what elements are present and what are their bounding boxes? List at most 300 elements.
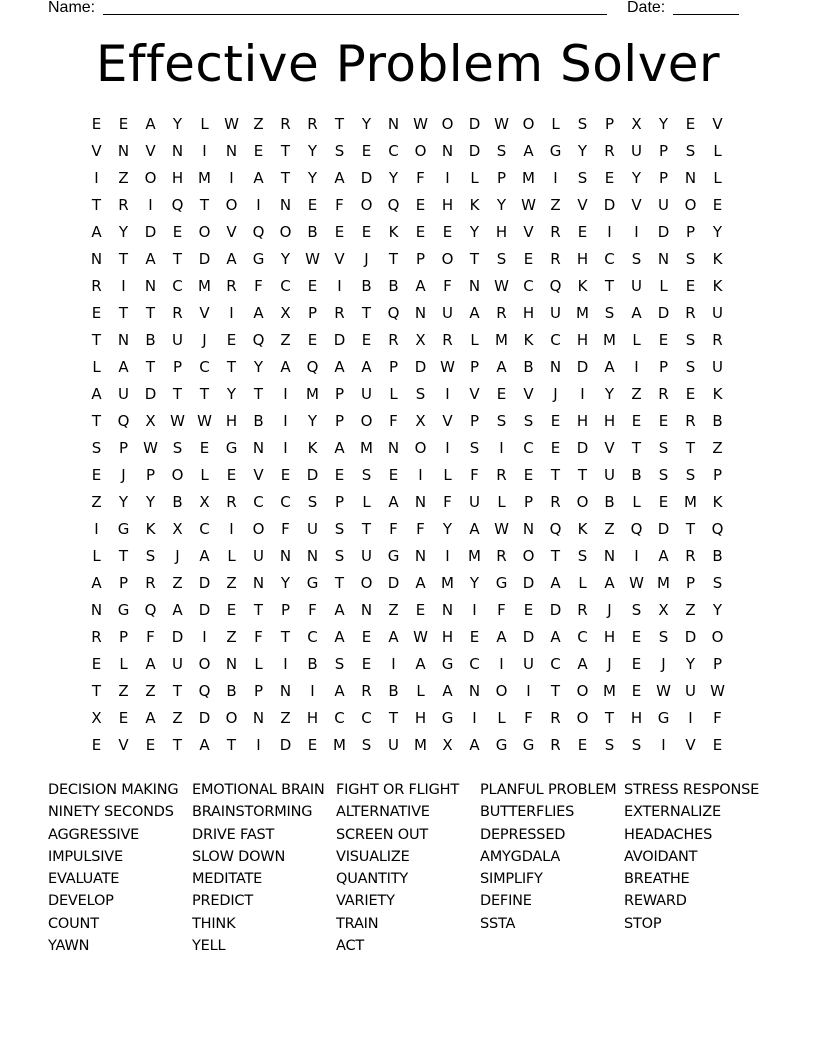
- grid-cell[interactable]: Z: [118, 682, 129, 700]
- grid-cell[interactable]: S: [577, 547, 588, 565]
- grid-cell[interactable]: T: [280, 628, 291, 646]
- grid-cell[interactable]: Q: [711, 520, 724, 538]
- grid-cell[interactable]: R: [550, 736, 561, 754]
- grid-cell[interactable]: M: [657, 574, 670, 592]
- grid-cell[interactable]: D: [171, 628, 184, 646]
- grid-cell[interactable]: O: [495, 682, 508, 700]
- grid-cell[interactable]: Z: [604, 520, 615, 538]
- grid-cell[interactable]: O: [279, 223, 292, 241]
- grid-cell[interactable]: H: [603, 628, 616, 646]
- grid-cell[interactable]: B: [388, 277, 399, 295]
- grid-cell[interactable]: K: [469, 196, 480, 214]
- grid-cell[interactable]: Q: [630, 520, 643, 538]
- grid-cell[interactable]: S: [361, 466, 372, 484]
- grid-cell[interactable]: G: [441, 709, 454, 727]
- grid-cell[interactable]: Z: [172, 574, 183, 592]
- grid-cell[interactable]: P: [145, 466, 156, 484]
- grid-cell[interactable]: I: [148, 196, 153, 214]
- grid-cell[interactable]: C: [550, 331, 561, 349]
- grid-cell[interactable]: H: [495, 223, 508, 241]
- grid-cell[interactable]: P: [523, 493, 534, 511]
- grid-cell[interactable]: B: [307, 223, 318, 241]
- grid-cell[interactable]: W: [710, 682, 725, 700]
- grid-cell[interactable]: A: [604, 574, 615, 592]
- grid-cell[interactable]: N: [225, 655, 238, 673]
- grid-cell[interactable]: V: [523, 223, 534, 241]
- grid-cell[interactable]: O: [171, 466, 184, 484]
- grid-cell[interactable]: E: [685, 115, 696, 133]
- grid-cell[interactable]: E: [712, 736, 723, 754]
- grid-cell[interactable]: I: [229, 304, 234, 322]
- grid-cell[interactable]: W: [224, 115, 239, 133]
- grid-cell[interactable]: J: [364, 250, 369, 268]
- grid-cell[interactable]: Q: [252, 331, 265, 349]
- grid-cell[interactable]: E: [658, 493, 669, 511]
- grid-cell[interactable]: M: [576, 304, 589, 322]
- grid-cell[interactable]: B: [712, 412, 723, 430]
- grid-cell[interactable]: T: [334, 115, 345, 133]
- grid-cell[interactable]: O: [198, 223, 211, 241]
- grid-cell[interactable]: T: [685, 439, 696, 457]
- grid-cell[interactable]: I: [256, 196, 261, 214]
- grid-cell[interactable]: I: [607, 223, 612, 241]
- grid-cell[interactable]: P: [658, 358, 669, 376]
- grid-cell[interactable]: C: [469, 655, 480, 673]
- grid-cell[interactable]: R: [388, 331, 399, 349]
- grid-cell[interactable]: U: [604, 466, 615, 484]
- grid-cell[interactable]: B: [253, 412, 264, 430]
- grid-cell[interactable]: W: [494, 520, 509, 538]
- grid-cell[interactable]: E: [577, 736, 588, 754]
- grid-cell[interactable]: U: [442, 304, 453, 322]
- grid-cell[interactable]: A: [334, 682, 345, 700]
- grid-cell[interactable]: N: [144, 277, 157, 295]
- grid-cell[interactable]: B: [172, 493, 183, 511]
- grid-cell[interactable]: O: [144, 169, 157, 187]
- grid-cell[interactable]: D: [657, 304, 670, 322]
- grid-cell[interactable]: D: [333, 331, 346, 349]
- grid-cell[interactable]: P: [334, 412, 345, 430]
- grid-cell[interactable]: E: [469, 628, 480, 646]
- grid-cell[interactable]: S: [334, 520, 345, 538]
- grid-cell[interactable]: M: [441, 574, 454, 592]
- grid-cell[interactable]: I: [526, 682, 531, 700]
- grid-cell[interactable]: L: [92, 547, 101, 565]
- grid-cell[interactable]: A: [550, 574, 561, 592]
- grid-cell[interactable]: A: [523, 142, 534, 160]
- grid-cell[interactable]: Z: [280, 331, 291, 349]
- grid-cell[interactable]: P: [280, 601, 291, 619]
- grid-cell[interactable]: K: [712, 385, 723, 403]
- grid-cell[interactable]: I: [202, 628, 207, 646]
- grid-cell[interactable]: O: [360, 574, 373, 592]
- grid-cell[interactable]: L: [659, 277, 668, 295]
- grid-cell[interactable]: N: [549, 358, 562, 376]
- grid-cell[interactable]: C: [388, 142, 399, 160]
- grid-cell[interactable]: T: [577, 466, 588, 484]
- grid-cell[interactable]: Q: [144, 601, 157, 619]
- grid-cell[interactable]: W: [305, 250, 320, 268]
- grid-cell[interactable]: Y: [280, 250, 291, 268]
- grid-cell[interactable]: P: [334, 493, 345, 511]
- grid-cell[interactable]: O: [252, 520, 265, 538]
- grid-cell[interactable]: U: [712, 358, 723, 376]
- grid-cell[interactable]: A: [361, 358, 372, 376]
- grid-cell[interactable]: V: [712, 115, 723, 133]
- grid-cell[interactable]: R: [550, 709, 561, 727]
- grid-cell[interactable]: U: [172, 331, 183, 349]
- grid-cell[interactable]: R: [550, 250, 561, 268]
- grid-cell[interactable]: C: [523, 439, 534, 457]
- grid-cell[interactable]: Z: [280, 709, 291, 727]
- grid-cell[interactable]: N: [603, 547, 616, 565]
- grid-cell[interactable]: T: [91, 682, 102, 700]
- grid-cell[interactable]: T: [145, 304, 156, 322]
- grid-cell[interactable]: P: [172, 358, 183, 376]
- grid-cell[interactable]: L: [200, 466, 209, 484]
- grid-cell[interactable]: T: [172, 385, 183, 403]
- grid-cell[interactable]: P: [469, 358, 480, 376]
- grid-cell[interactable]: L: [578, 574, 587, 592]
- grid-cell[interactable]: V: [523, 385, 534, 403]
- grid-cell[interactable]: E: [631, 628, 642, 646]
- grid-cell[interactable]: I: [418, 466, 423, 484]
- grid-cell[interactable]: N: [252, 709, 265, 727]
- grid-cell[interactable]: Y: [280, 574, 291, 592]
- grid-cell[interactable]: E: [307, 331, 318, 349]
- date-field-line[interactable]: [673, 14, 739, 15]
- grid-cell[interactable]: Y: [307, 412, 318, 430]
- grid-cell[interactable]: B: [604, 493, 615, 511]
- grid-cell[interactable]: E: [577, 223, 588, 241]
- grid-cell[interactable]: J: [607, 655, 612, 673]
- grid-cell[interactable]: T: [550, 682, 561, 700]
- grid-cell[interactable]: V: [199, 304, 210, 322]
- grid-cell[interactable]: I: [229, 520, 234, 538]
- grid-cell[interactable]: A: [334, 358, 345, 376]
- grid-cell[interactable]: B: [712, 547, 723, 565]
- grid-cell[interactable]: Y: [469, 223, 480, 241]
- grid-cell[interactable]: S: [685, 466, 696, 484]
- grid-cell[interactable]: E: [712, 196, 723, 214]
- grid-cell[interactable]: E: [118, 709, 129, 727]
- grid-cell[interactable]: F: [713, 709, 722, 727]
- grid-cell[interactable]: L: [497, 709, 506, 727]
- grid-cell[interactable]: E: [226, 331, 237, 349]
- grid-cell[interactable]: I: [229, 169, 234, 187]
- grid-cell[interactable]: P: [253, 682, 264, 700]
- grid-cell[interactable]: X: [415, 412, 426, 430]
- grid-cell[interactable]: U: [631, 142, 642, 160]
- grid-cell[interactable]: S: [685, 142, 696, 160]
- grid-cell[interactable]: B: [226, 682, 237, 700]
- grid-cell[interactable]: X: [442, 736, 453, 754]
- grid-cell[interactable]: R: [550, 223, 561, 241]
- grid-cell[interactable]: N: [522, 520, 535, 538]
- grid-cell[interactable]: P: [118, 628, 129, 646]
- grid-cell[interactable]: G: [252, 250, 265, 268]
- grid-cell[interactable]: G: [657, 709, 670, 727]
- grid-cell[interactable]: N: [279, 547, 292, 565]
- grid-cell[interactable]: A: [415, 277, 426, 295]
- grid-cell[interactable]: E: [415, 223, 426, 241]
- grid-cell[interactable]: Z: [172, 709, 183, 727]
- grid-cell[interactable]: I: [256, 736, 261, 754]
- grid-cell[interactable]: I: [472, 601, 477, 619]
- grid-cell[interactable]: R: [658, 385, 669, 403]
- grid-cell[interactable]: H: [441, 196, 454, 214]
- grid-cell[interactable]: P: [604, 115, 615, 133]
- grid-cell[interactable]: T: [172, 682, 183, 700]
- grid-cell[interactable]: P: [712, 466, 723, 484]
- grid-cell[interactable]: L: [470, 169, 479, 187]
- grid-cell[interactable]: C: [280, 493, 291, 511]
- grid-cell[interactable]: K: [523, 331, 534, 349]
- grid-cell[interactable]: F: [389, 412, 398, 430]
- grid-cell[interactable]: G: [495, 736, 508, 754]
- grid-cell[interactable]: U: [712, 304, 723, 322]
- grid-cell[interactable]: L: [119, 655, 128, 673]
- grid-cell[interactable]: O: [522, 547, 535, 565]
- grid-cell[interactable]: E: [550, 439, 561, 457]
- grid-cell[interactable]: E: [361, 655, 372, 673]
- grid-cell[interactable]: G: [117, 520, 130, 538]
- grid-cell[interactable]: P: [496, 169, 507, 187]
- grid-cell[interactable]: Z: [685, 601, 696, 619]
- grid-cell[interactable]: E: [685, 277, 696, 295]
- grid-cell[interactable]: O: [576, 493, 589, 511]
- grid-cell[interactable]: T: [334, 574, 345, 592]
- grid-cell[interactable]: M: [306, 385, 319, 403]
- grid-cell[interactable]: A: [145, 115, 156, 133]
- grid-cell[interactable]: I: [283, 655, 288, 673]
- grid-cell[interactable]: S: [631, 250, 642, 268]
- grid-cell[interactable]: T: [361, 520, 372, 538]
- grid-cell[interactable]: I: [472, 709, 477, 727]
- grid-cell[interactable]: C: [199, 358, 210, 376]
- grid-cell[interactable]: Y: [361, 115, 372, 133]
- grid-cell[interactable]: M: [333, 736, 346, 754]
- grid-cell[interactable]: I: [580, 385, 585, 403]
- grid-cell[interactable]: C: [523, 277, 534, 295]
- grid-cell[interactable]: O: [522, 115, 535, 133]
- grid-cell[interactable]: A: [118, 358, 129, 376]
- grid-cell[interactable]: Y: [118, 223, 129, 241]
- grid-cell[interactable]: A: [91, 574, 102, 592]
- grid-cell[interactable]: N: [171, 142, 184, 160]
- grid-cell[interactable]: X: [145, 412, 156, 430]
- grid-cell[interactable]: E: [307, 736, 318, 754]
- grid-cell[interactable]: D: [576, 358, 589, 376]
- grid-cell[interactable]: O: [684, 196, 697, 214]
- grid-cell[interactable]: K: [712, 493, 723, 511]
- grid-cell[interactable]: I: [688, 709, 693, 727]
- grid-cell[interactable]: T: [172, 250, 183, 268]
- grid-cell[interactable]: I: [391, 655, 396, 673]
- grid-cell[interactable]: N: [414, 493, 427, 511]
- grid-cell[interactable]: E: [226, 601, 237, 619]
- grid-cell[interactable]: R: [442, 331, 453, 349]
- grid-cell[interactable]: U: [658, 196, 669, 214]
- grid-cell[interactable]: E: [91, 466, 102, 484]
- grid-cell[interactable]: V: [118, 736, 129, 754]
- grid-cell[interactable]: E: [685, 385, 696, 403]
- grid-cell[interactable]: J: [661, 655, 666, 673]
- grid-cell[interactable]: D: [522, 628, 535, 646]
- grid-cell[interactable]: M: [603, 682, 616, 700]
- grid-cell[interactable]: I: [283, 385, 288, 403]
- grid-cell[interactable]: D: [549, 601, 562, 619]
- grid-cell[interactable]: U: [685, 682, 696, 700]
- grid-cell[interactable]: E: [415, 601, 426, 619]
- grid-cell[interactable]: S: [685, 250, 696, 268]
- grid-cell[interactable]: S: [469, 439, 480, 457]
- grid-cell[interactable]: I: [283, 412, 288, 430]
- grid-cell[interactable]: R: [712, 331, 723, 349]
- grid-cell[interactable]: L: [551, 115, 560, 133]
- grid-cell[interactable]: R: [226, 277, 237, 295]
- grid-cell[interactable]: S: [334, 655, 345, 673]
- grid-cell[interactable]: Z: [145, 682, 156, 700]
- grid-cell[interactable]: A: [658, 547, 669, 565]
- grid-cell[interactable]: H: [576, 331, 589, 349]
- grid-cell[interactable]: Q: [252, 223, 265, 241]
- grid-cell[interactable]: T: [118, 304, 129, 322]
- grid-cell[interactable]: Z: [91, 493, 102, 511]
- grid-cell[interactable]: R: [496, 547, 507, 565]
- grid-cell[interactable]: S: [604, 736, 615, 754]
- grid-cell[interactable]: E: [361, 628, 372, 646]
- grid-cell[interactable]: U: [388, 736, 399, 754]
- grid-cell[interactable]: M: [360, 439, 373, 457]
- grid-cell[interactable]: Y: [307, 169, 318, 187]
- grid-cell[interactable]: T: [550, 466, 561, 484]
- grid-cell[interactable]: O: [198, 655, 211, 673]
- grid-cell[interactable]: T: [91, 196, 102, 214]
- grid-cell[interactable]: O: [441, 250, 454, 268]
- grid-cell[interactable]: Y: [631, 169, 642, 187]
- grid-cell[interactable]: P: [118, 574, 129, 592]
- grid-cell[interactable]: N: [657, 250, 670, 268]
- grid-cell[interactable]: E: [307, 277, 318, 295]
- grid-cell[interactable]: R: [685, 547, 696, 565]
- grid-cell[interactable]: R: [226, 493, 237, 511]
- grid-cell[interactable]: A: [469, 736, 480, 754]
- grid-cell[interactable]: Z: [226, 574, 237, 592]
- grid-cell[interactable]: B: [523, 358, 534, 376]
- grid-cell[interactable]: E: [91, 736, 102, 754]
- grid-cell[interactable]: R: [172, 304, 183, 322]
- grid-cell[interactable]: T: [361, 304, 372, 322]
- grid-cell[interactable]: M: [495, 331, 508, 349]
- grid-cell[interactable]: H: [603, 412, 616, 430]
- grid-cell[interactable]: N: [414, 547, 427, 565]
- grid-cell[interactable]: N: [252, 574, 265, 592]
- grid-cell[interactable]: O: [360, 412, 373, 430]
- grid-cell[interactable]: C: [550, 655, 561, 673]
- grid-cell[interactable]: I: [445, 547, 450, 565]
- grid-cell[interactable]: E: [91, 304, 102, 322]
- grid-cell[interactable]: F: [281, 520, 290, 538]
- grid-cell[interactable]: R: [361, 682, 372, 700]
- grid-cell[interactable]: S: [334, 547, 345, 565]
- grid-cell[interactable]: N: [468, 682, 481, 700]
- grid-cell[interactable]: I: [94, 169, 99, 187]
- grid-cell[interactable]: D: [144, 385, 157, 403]
- grid-cell[interactable]: T: [685, 520, 696, 538]
- grid-cell[interactable]: D: [198, 601, 211, 619]
- grid-cell[interactable]: E: [226, 466, 237, 484]
- grid-cell[interactable]: I: [121, 277, 126, 295]
- grid-cell[interactable]: L: [362, 493, 371, 511]
- grid-cell[interactable]: O: [441, 115, 454, 133]
- grid-cell[interactable]: K: [712, 250, 723, 268]
- grid-cell[interactable]: I: [634, 358, 639, 376]
- grid-cell[interactable]: H: [225, 412, 238, 430]
- grid-cell[interactable]: I: [445, 169, 450, 187]
- grid-cell[interactable]: L: [92, 358, 101, 376]
- grid-cell[interactable]: L: [713, 142, 722, 160]
- grid-cell[interactable]: Z: [550, 196, 561, 214]
- grid-cell[interactable]: S: [712, 574, 723, 592]
- grid-cell[interactable]: T: [91, 331, 102, 349]
- grid-cell[interactable]: N: [468, 277, 481, 295]
- grid-cell[interactable]: Y: [604, 385, 615, 403]
- grid-cell[interactable]: A: [388, 628, 399, 646]
- grid-cell[interactable]: T: [469, 250, 480, 268]
- grid-cell[interactable]: H: [306, 709, 319, 727]
- grid-cell[interactable]: Q: [198, 682, 211, 700]
- grid-cell[interactable]: W: [440, 358, 455, 376]
- grid-cell[interactable]: C: [361, 709, 372, 727]
- grid-cell[interactable]: A: [415, 574, 426, 592]
- grid-cell[interactable]: E: [361, 223, 372, 241]
- grid-cell[interactable]: V: [577, 196, 588, 214]
- grid-cell[interactable]: A: [442, 682, 453, 700]
- grid-cell[interactable]: R: [496, 466, 507, 484]
- grid-cell[interactable]: P: [118, 439, 129, 457]
- grid-cell[interactable]: X: [658, 601, 669, 619]
- grid-cell[interactable]: O: [414, 142, 427, 160]
- grid-cell[interactable]: S: [361, 736, 372, 754]
- grid-cell[interactable]: F: [146, 628, 155, 646]
- grid-cell[interactable]: N: [360, 601, 373, 619]
- grid-cell[interactable]: T: [91, 412, 102, 430]
- grid-cell[interactable]: T: [280, 142, 291, 160]
- grid-cell[interactable]: U: [631, 277, 642, 295]
- grid-cell[interactable]: E: [280, 466, 291, 484]
- grid-cell[interactable]: A: [469, 520, 480, 538]
- grid-cell[interactable]: G: [522, 736, 535, 754]
- grid-cell[interactable]: I: [499, 439, 504, 457]
- grid-cell[interactable]: L: [713, 169, 722, 187]
- grid-cell[interactable]: A: [550, 628, 561, 646]
- grid-cell[interactable]: S: [685, 358, 696, 376]
- grid-cell[interactable]: D: [144, 223, 157, 241]
- grid-cell[interactable]: D: [576, 439, 589, 457]
- grid-cell[interactable]: Y: [469, 574, 480, 592]
- grid-cell[interactable]: S: [604, 304, 615, 322]
- grid-cell[interactable]: A: [145, 655, 156, 673]
- grid-cell[interactable]: R: [685, 304, 696, 322]
- grid-cell[interactable]: L: [416, 682, 425, 700]
- grid-cell[interactable]: F: [389, 520, 398, 538]
- grid-cell[interactable]: F: [470, 466, 479, 484]
- grid-cell[interactable]: Z: [388, 601, 399, 619]
- grid-cell[interactable]: O: [225, 709, 238, 727]
- grid-cell[interactable]: E: [145, 736, 156, 754]
- grid-cell[interactable]: G: [549, 142, 562, 160]
